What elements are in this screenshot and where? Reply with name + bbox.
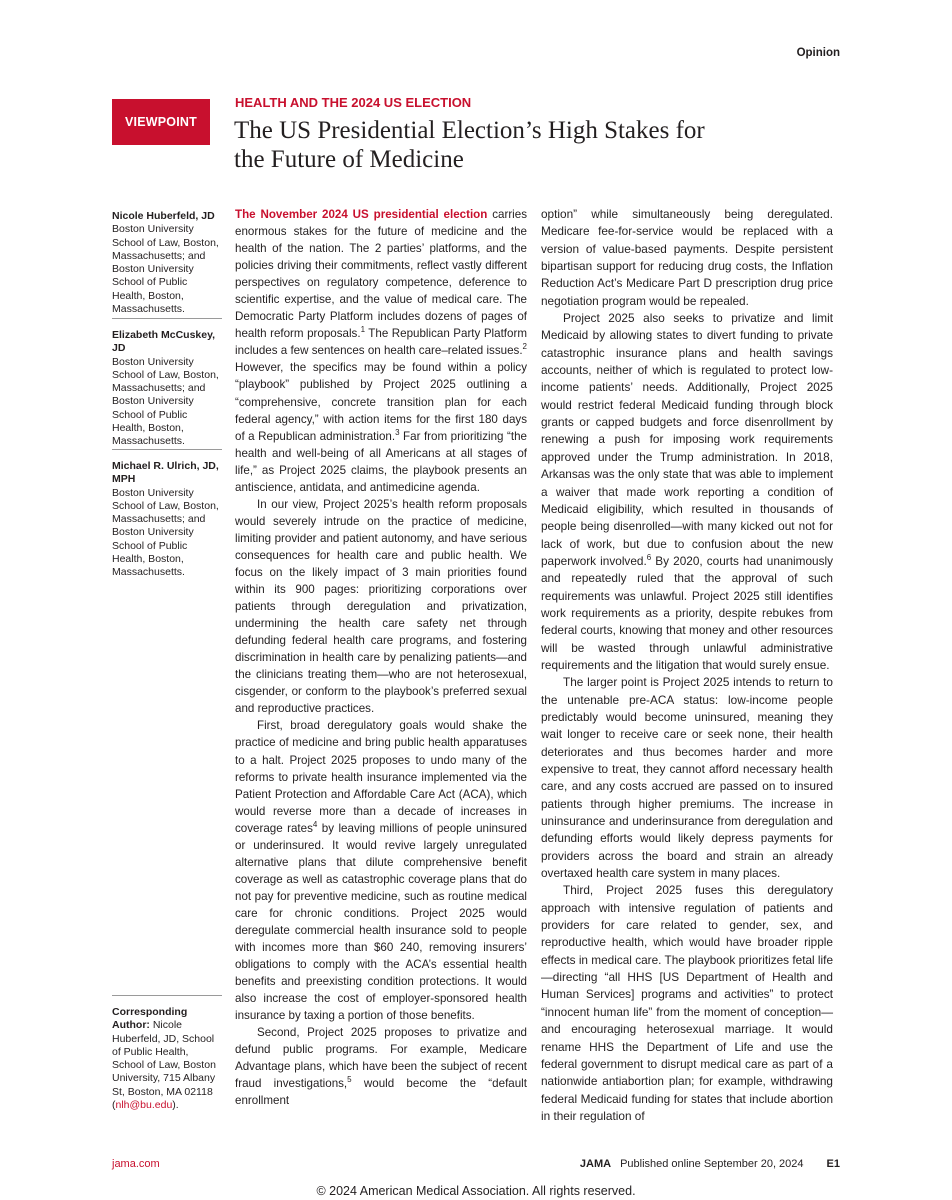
- sidebar-divider: [112, 995, 222, 996]
- author-block: [112, 460, 222, 580]
- author-name: Nicole Huberfeld, JD: [112, 210, 215, 222]
- copyright: © 2024 American Medical Association. All rights reserved.: [316, 1184, 636, 1198]
- ref-4[interactable]: 4: [312, 819, 318, 829]
- corresponding-address: Nicole Huberfeld, JD, School of Public Health, School of Law, Boston University, 715 Albany St, Boston, MA 02118 (: [112, 1019, 216, 1112]
- text-run: However, the specifics may be found within a policy “playbook” published by Project 2025 outlining a “comprehensive, concrete transition plan for each federal agency,” with action items for the first 180 days of a Republican administration.: [235, 361, 527, 443]
- text-run: Second, Project 2025 proposes to privatize and defund public programs. For example, Medicare Advantage plans, which have been the subject of recent fraud investigations,: [235, 1026, 527, 1091]
- author-affiliation: Boston University School of Law, Boston, Massachusetts; and Boston University School of Public Health, Boston, Massachusetts.: [112, 355, 219, 448]
- paragraph-continued: option” while simultaneously being deregulated. Medicare fee-for-service would be replaced with a version of value-based payments. Despite persistent bipartisan support for reducing drug costs, the Inflation Reduction Act’s Medicare Part D prescription drug price negotiation program would be repealed.: [541, 207, 833, 308]
- text-run: Far from prioritizing “the health and well-being of all Americans at all stages of life,” as Project 2025 claims, the playbook presents an antiscience, antidata, and antimedicine agenda.: [235, 429, 527, 494]
- paragraph: [235, 206, 527, 496]
- author-name: Michael R. Ulrich, JD, MPH: [112, 460, 219, 486]
- author-affiliation: Boston University School of Law, Boston, Massachusetts; and Boston University School of Public Health, Boston, Massachusetts.: [112, 486, 219, 579]
- paragraph: [235, 717, 527, 1024]
- text-run: would become the “default enrollment: [235, 1077, 527, 1108]
- text-run: by leaving millions of people uninsured or underinsured. It would revive largely unregulated alternative plans that dilute comprehensive benefit coverage as well as catastrophic coverage plans that do not pay for preventive medicine, such as routine medical care for chronic conditions. Project 2025 would deregulate commercial health insurance sold to people with incomes more than $60 240, removing insurers’ obligations to comply with the ACA’s essential health benefits and preexisting condition protections. It would also increase the cost of employer-sponsored health insurance by taxing a portion of those benefits.: [235, 821, 527, 1023]
- ref-5[interactable]: 5: [347, 1075, 352, 1085]
- ref-6[interactable]: 6: [646, 552, 652, 562]
- paragraph: Third, Project 2025 fuses this deregulatory approach with intensive regulation of patients and providers for care related to gender, sex, and reproductive health, which would have broader ripple effects in medical care. The playbook prioritizes fetal life—directing “all HHS [US Department of Health and Human Services] programs and activities” to protect “innocent human life” from the moment of conception—and encouraging heterosexual marriage. It would rename HHS the Department of Life and use the federal government to disrupt medical care as part of a nationwide antiabortion plan; for example, withdrawing federal Medicaid funding for states that include abortion in their regulation of: [541, 883, 834, 1123]
- text-run: Project 2025 also seeks to privatize and limit Medicaid by allowing states to divert funding to private catastrophic insurance plans and health savings accounts, neither of which is regulated to protect low-income patients’ needs. Additionally, Project 2025 would restrict federal Medicaid funding through block grants or capped budgets and force disenrollment by renewing a push for imposing work requirements approved under the Trump administration. In 2018, Arkansas was the only state that was able to implement a waiver that made work reporting a condition of Medicaid eligibility, which resulted in thousands of people being disenrolled—with many kicked out not for lack of work, but due to confusion about the new paperwork involved.: [541, 311, 833, 568]
- sidebar-divider: [112, 449, 222, 450]
- author-block: [112, 210, 222, 316]
- corresponding-close: ).: [172, 1099, 179, 1112]
- email-link[interactable]: nlh@bu.edu: [115, 1099, 173, 1112]
- lead-in: The November 2024 US presidential election: [235, 208, 488, 221]
- text-run: First, broad deregulatory goals would shake the practice of medicine and bring public health apparatuses to a halt. Project 2025 proposes to undo many of the reforms to private health insurance implemented via the Patient Protection and Affordable Care Act (ACA), which would reverse more than a decade of increases in coverage rates: [235, 719, 527, 835]
- ref-2[interactable]: 2: [522, 342, 527, 352]
- sidebar-divider: [112, 318, 222, 319]
- text-run: By 2020, courts had unanimously and repeatedly ruled that the approval of such requirements was unlawful. Project 2025 still identifies work requirements as a priority, despite rebukes from federal courts, knowing that money and other resources will be wasted through unlawful administrative requirements and the litigation that would surely ensue.: [541, 553, 833, 672]
- ref-3[interactable]: 3: [395, 427, 400, 437]
- paragraph: In our view, Project 2025’s health reform proposals would severely intrude on the practice of medicine, limiting provider and patient autonomy, and have serious consequences for health care and public health. We focus on the likely impact of 3 main priorities found within its 900 pages: prioritizing corporations over patients through deregulation and privatization, undermining the health care safety net through defunding federal health care programs, and fostering discrimination in health care by penalizing patients—and the clinicians treating them—who are not heterosexual, cisgender, or conform to the playbook’s preferred sexual and reproductive practices.: [235, 497, 527, 716]
- author-block: [112, 329, 222, 449]
- section-label: Opinion: [796, 47, 840, 59]
- footer-site-link[interactable]: jama.com: [112, 1158, 160, 1170]
- ref-1[interactable]: 1: [360, 325, 366, 335]
- series-title: HEALTH AND THE 2024 US ELECTION: [235, 95, 472, 110]
- body-column-left: [235, 206, 527, 1109]
- body-column-right: [541, 206, 833, 1125]
- corresponding-author: [112, 1006, 222, 1112]
- published-date: Published online September 20, 2024: [620, 1158, 804, 1170]
- paragraph: [235, 1024, 527, 1109]
- viewpoint-badge: VIEWPOINT: [112, 99, 210, 145]
- paragraph: The larger point is Project 2025 intends to return to the untenable pre-ACA status: low-income people predictably would become uninsured, meaning they wait longer to receive care or seek none, their health deteriorates and thus becomes harder and more expensive to treat, they cannot afford necessary health care, and any costs accrued are passed on to insured patients through higher premiums. The increase in uninsurance and underinsurance from deregulation and defunding efforts would likely depress payments for providers across the board and strain an already overtaxed health care system in many places.: [541, 675, 833, 881]
- corresponding-label: Corresponding Author:: [112, 1006, 188, 1032]
- paragraph: [541, 310, 833, 674]
- text-run: carries enormous stakes for the future of medicine and the health of the nation. The 2 parties’ platforms, and the policies driving their commitments, reflect vastly different perspectives on regulatory competence, deference to scientific expertise, and the value of medical care. The Democratic Party Platform includes dozens of pages of health reform proposals.: [235, 208, 527, 341]
- author-name: Elizabeth McCuskey, JD: [112, 329, 216, 355]
- journal-name: JAMA: [579, 1158, 612, 1170]
- page-number: E1: [826, 1158, 840, 1170]
- author-affiliation: Boston University School of Law, Boston, Massachusetts; and Boston University School of Public Health, Boston, Massachusetts.: [112, 223, 219, 316]
- article-title: The US Presidential Election’s High Stakes for the Future of Medicine: [234, 117, 705, 173]
- footer-info: [580, 1158, 840, 1170]
- text-run: The Republican Party Platform includes a few sentences on health care–related issues.: [235, 327, 527, 358]
